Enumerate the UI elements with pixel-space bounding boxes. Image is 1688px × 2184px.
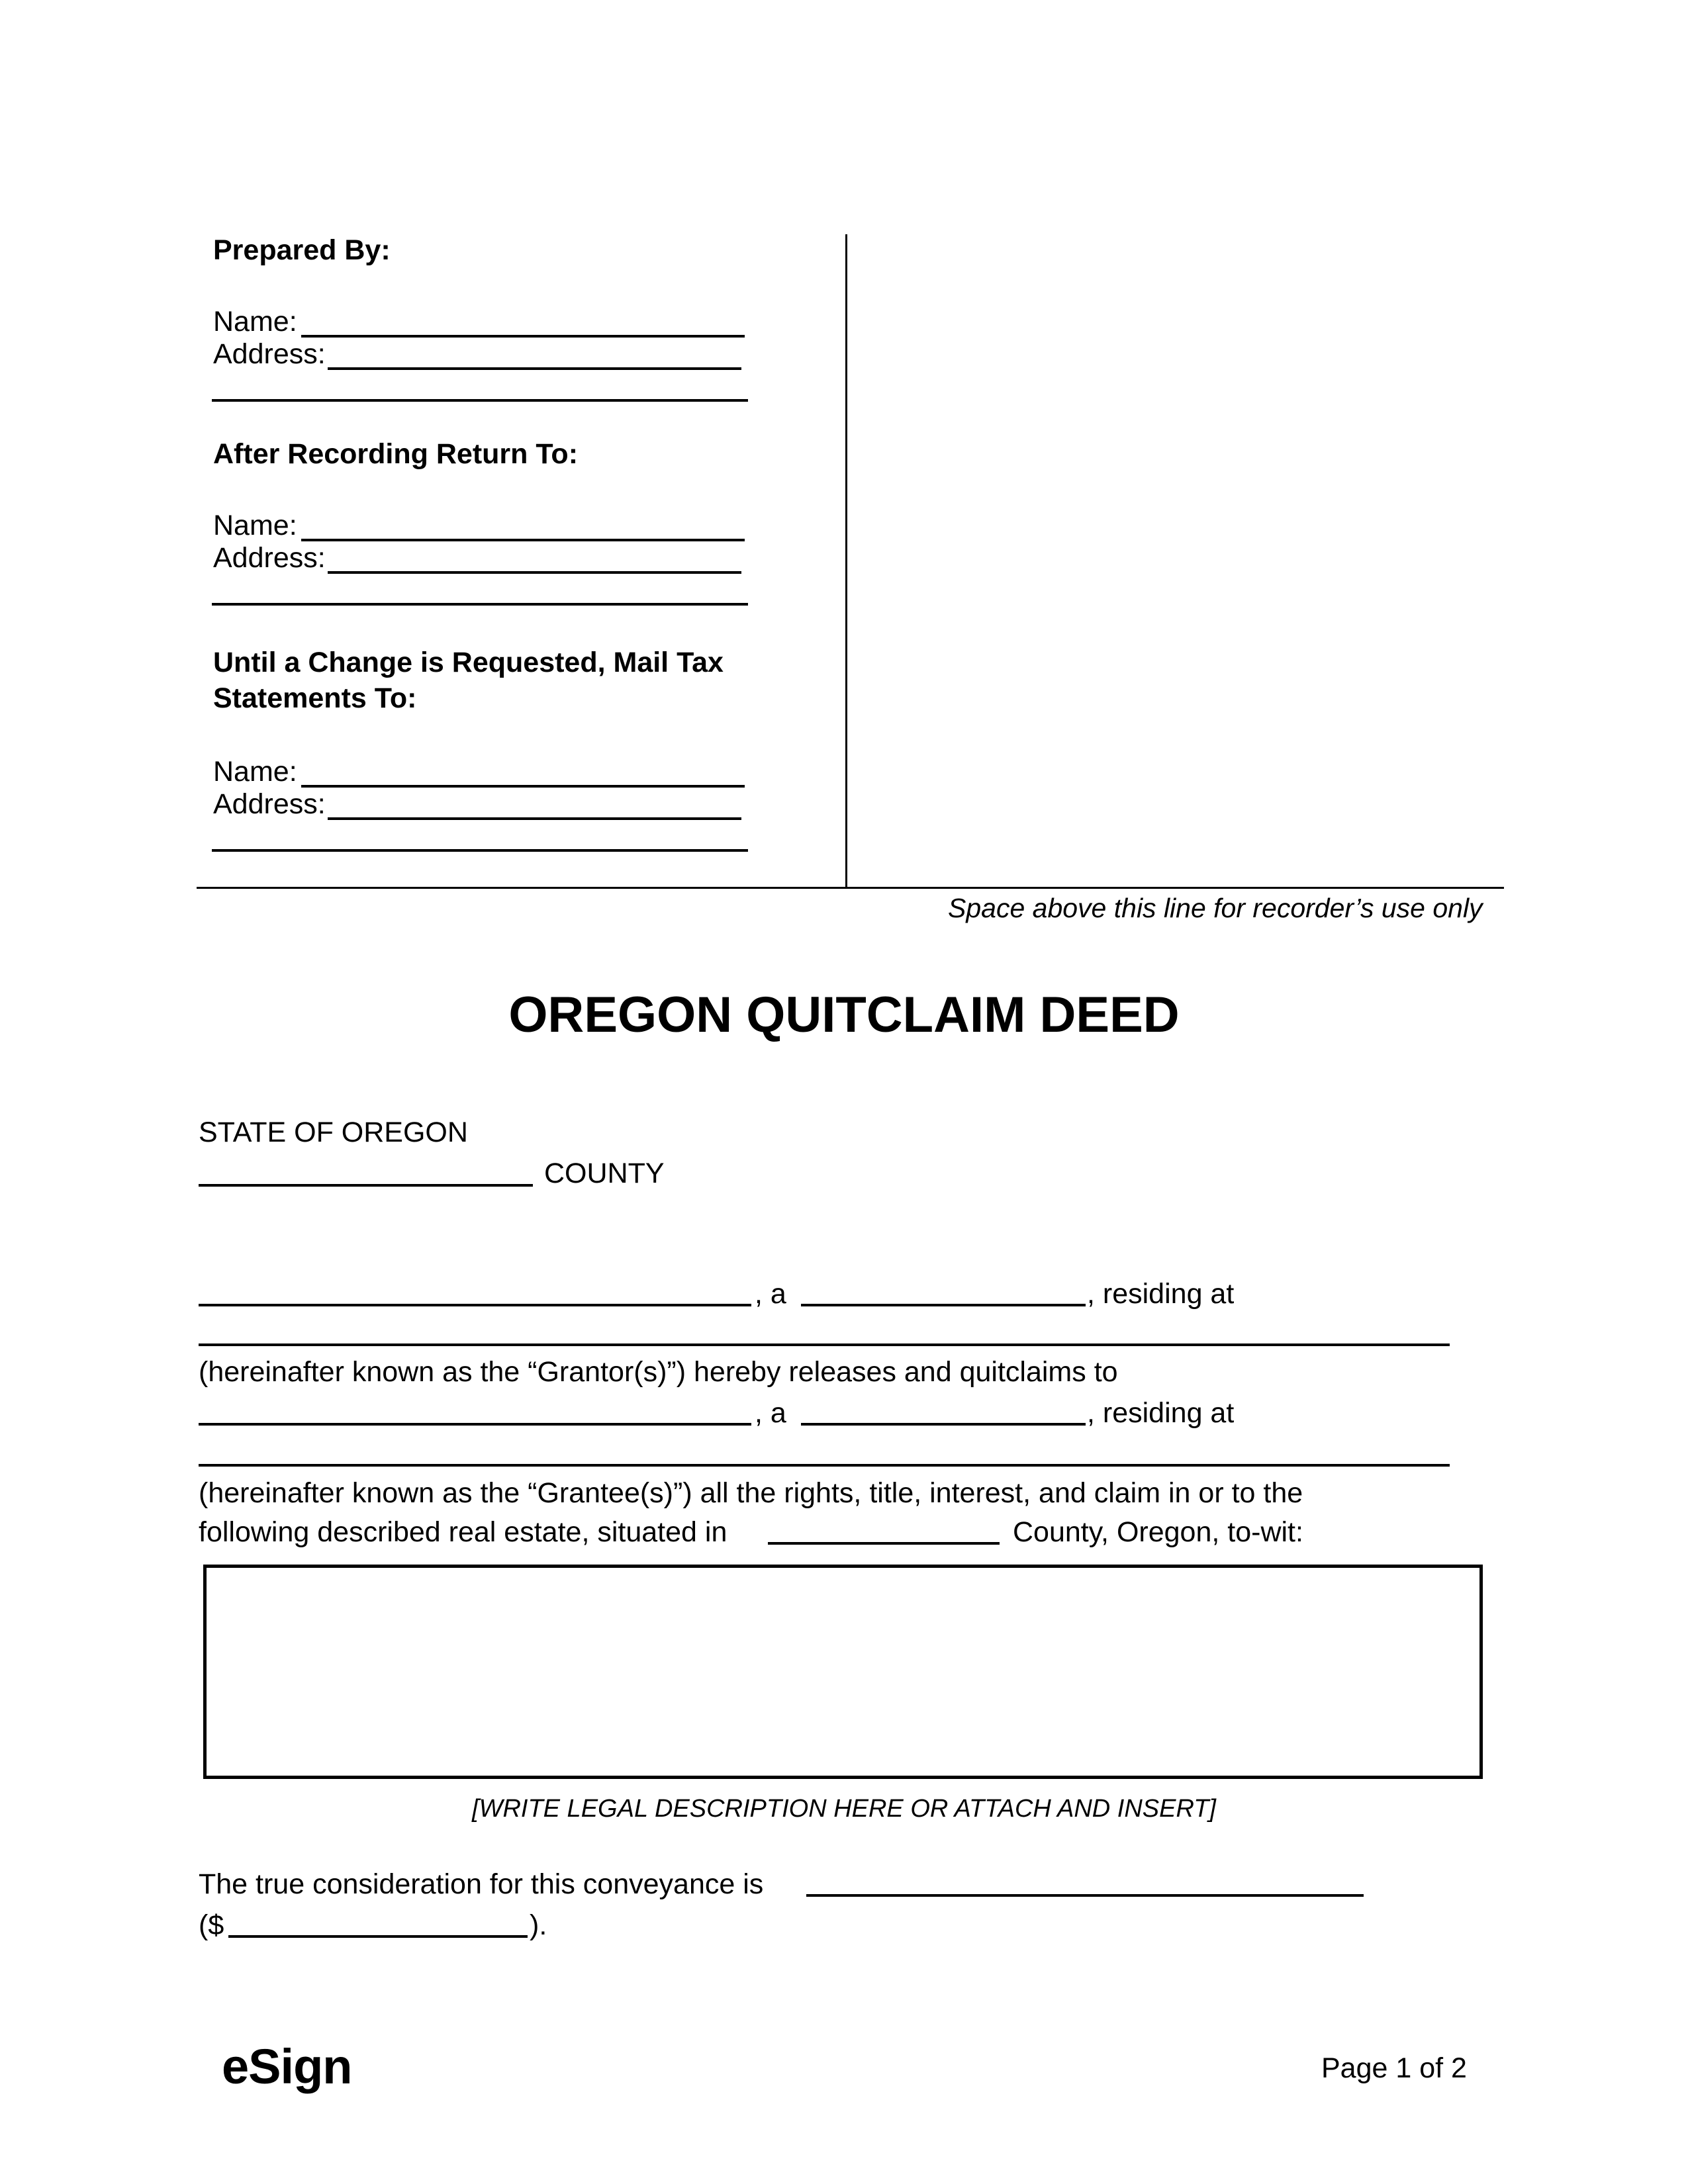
tax-statements-heading-line2: Statements To: (213, 682, 417, 714)
grantee-a-text: , a (755, 1397, 786, 1429)
recorder-divider-vertical (845, 234, 847, 889)
grantee-address-field[interactable] (199, 1464, 1450, 1467)
state-line: STATE OF OREGON (199, 1116, 468, 1148)
esign-logo: eSign (222, 2039, 352, 2094)
return-to-address-field[interactable] (328, 571, 741, 574)
recorder-note: Space above this line for recorder’s use only (948, 893, 1483, 923)
tax-statements-name-field[interactable] (301, 785, 745, 788)
prepared-by-address-label: Address: (213, 338, 326, 370)
tax-statements-heading-line1: Until a Change is Requested, Mail Tax (213, 647, 724, 678)
prepared-by-name-label: Name: (213, 306, 297, 338)
grantee-name-field[interactable] (199, 1423, 751, 1426)
tax-statements-address-field-2[interactable] (212, 849, 748, 852)
situated-prefix: following described real estate, situated in (199, 1516, 727, 1548)
grantor-residing-text: , residing at (1087, 1278, 1235, 1310)
consideration-field[interactable] (806, 1894, 1364, 1897)
situated-county-field[interactable] (768, 1542, 1000, 1545)
prepared-by-heading: Prepared By: (213, 234, 391, 266)
tax-statements-name-label: Name: (213, 756, 297, 788)
amount-prefix: ($ (199, 1909, 224, 1941)
legal-description-note: [WRITE LEGAL DESCRIPTION HERE OR ATTACH AND INSERT] (472, 1795, 1216, 1823)
return-to-address-field-2[interactable] (212, 603, 748, 606)
county-label: COUNTY (544, 1158, 665, 1189)
grantee-known-as: (hereinafter known as the “Grantee(s)”) all the rights, title, interest, and claim in or to the (199, 1477, 1303, 1509)
grantor-type-field[interactable] (801, 1304, 1086, 1306)
prepared-by-address-field-2[interactable] (212, 399, 748, 402)
prepared-by-name-field[interactable] (301, 335, 745, 338)
return-to-heading: After Recording Return To: (213, 438, 579, 470)
grantor-name-field[interactable] (199, 1304, 751, 1306)
grantee-type-field[interactable] (801, 1423, 1086, 1426)
return-to-name-label: Name: (213, 510, 297, 541)
county-field[interactable] (199, 1184, 533, 1187)
page-number: Page 1 of 2 (1321, 2052, 1467, 2084)
tax-statements-address-label: Address: (213, 788, 326, 820)
grantee-residing-text: , residing at (1087, 1397, 1235, 1429)
grantor-address-field[interactable] (199, 1343, 1450, 1346)
grantor-known-as: (hereinafter known as the “Grantor(s)”) hereby releases and quitclaims to (199, 1356, 1118, 1388)
page-title: OREGON QUITCLAIM DEED (508, 987, 1180, 1043)
amount-suffix: ). (530, 1909, 547, 1941)
recorder-divider-horizontal (197, 887, 1504, 889)
grantor-a-text: , a (755, 1278, 786, 1310)
consideration-text: The true consideration for this conveyance is (199, 1868, 764, 1900)
prepared-by-address-field[interactable] (328, 367, 741, 370)
amount-field[interactable] (228, 1935, 528, 1938)
return-to-address-label: Address: (213, 542, 326, 574)
situated-suffix: County, Oregon, to-wit: (1013, 1516, 1303, 1548)
legal-description-box[interactable] (203, 1565, 1483, 1779)
return-to-name-field[interactable] (301, 539, 745, 541)
tax-statements-address-field[interactable] (328, 817, 741, 820)
